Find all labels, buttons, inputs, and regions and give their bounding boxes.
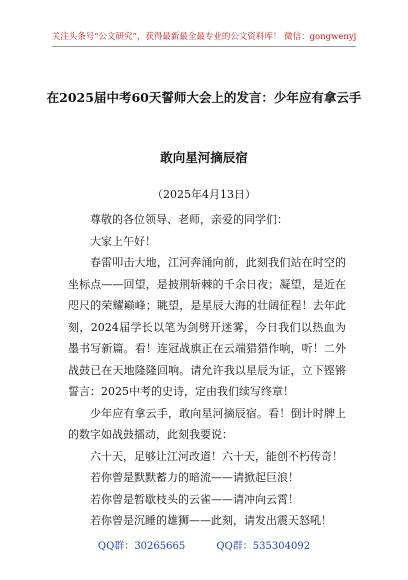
- title-line-1: 在2025届中考60天誓师大会上的发言：少年应有拿云手: [46, 90, 362, 105]
- header-divider: [52, 46, 356, 47]
- paragraph-1: 春雷叩击大地，江河奔涌向前，此刻我们站在时空的坐标点——回望，是披荆斩棘的千余日夜；凝望，是近在咫尺的荣耀巅峰；眺望，是星辰大海的壮阔征程！去年此刻，2024届学长以笔为剑劈开迷雾，今日我们以热血为墨书写新篇。看！连冠战旗正在云端猎猎作响，听！二外战鼓已在天地隆隆回响。请允许我以星辰为证，立下铿锵誓言：2025中考的史诗，定由我们续写终章！: [68, 256, 346, 398]
- pledge-line-2: 若你曾是默默蓄力的暗流——请掀起巨浪！: [90, 471, 299, 484]
- title-line-2: 敢向星河摘辰宿: [160, 150, 248, 165]
- salutation: 尊敬的各位领导、老师，亲爱的同学们：: [90, 213, 288, 226]
- paragraph-2: 少年应有拿云手，敢向星河摘辰宿。看！倒计时牌上的数字如战鼓擂动，此刻我要说：: [68, 406, 346, 441]
- footer: [0, 537, 408, 552]
- pledge-line-3: 若你曾是暂歇枝头的云雀——请冲向云霄！: [90, 492, 299, 506]
- speech-body: [68, 209, 346, 532]
- speech-date: （2025年4月13日）: [152, 188, 256, 201]
- pledge-line-1: 六十天，足够让江河改道！六十天，能创不朽传奇！: [90, 449, 343, 463]
- footer-qq-group-1: QQ群：30265665: [97, 541, 186, 552]
- greeting: 大家上午好！: [90, 234, 156, 248]
- header-note: 关注头条号“公文研究”，获得最新最全最专业的公文资料库！ 微信：gongwenyj: [51, 32, 357, 42]
- footer-qq-group-2: QQ群：535304092: [216, 541, 311, 552]
- pledge-line-4: 若你曾是沉睡的雄狮——此刻，请发出震天怒吼！: [90, 514, 332, 527]
